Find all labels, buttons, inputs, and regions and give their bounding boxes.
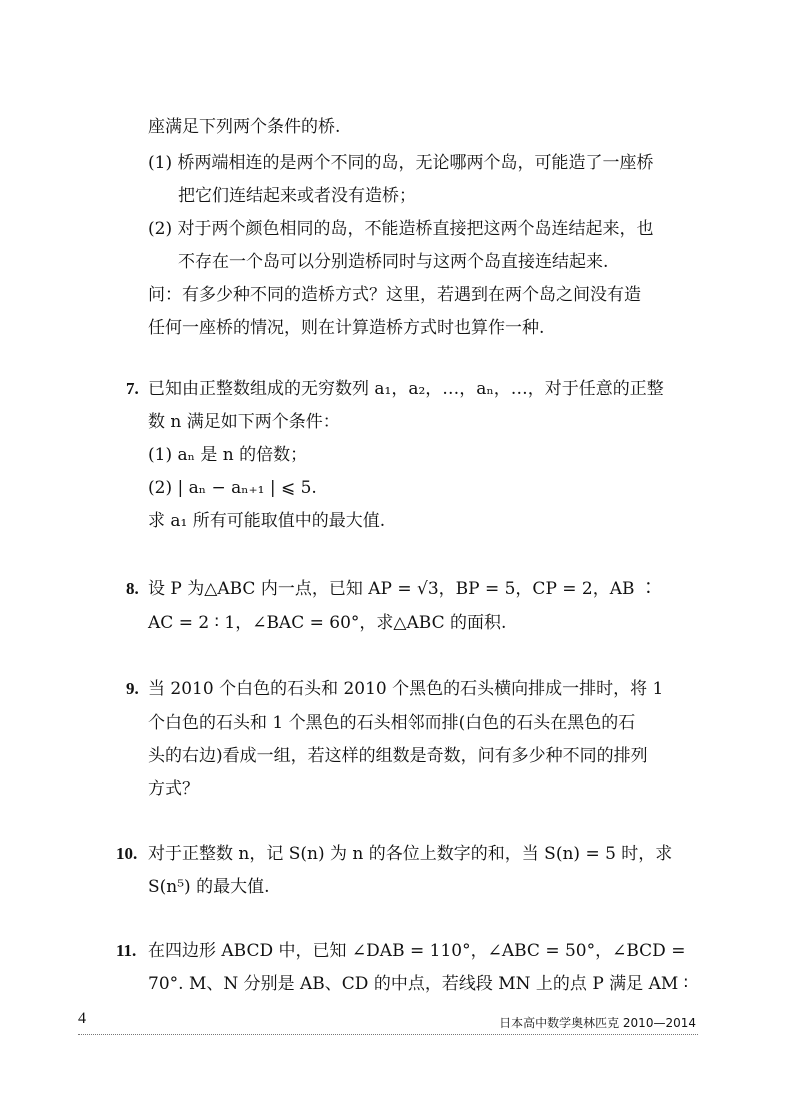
problem-number: 8.: [126, 579, 139, 598]
text-line: 头的右边)看成一组，若这样的组数是奇数，问有多少种不同的排列: [148, 746, 648, 766]
running-footer-title: 日本高中数学奥林匹克 2010—2014: [499, 1016, 696, 1030]
page-number: 4: [78, 1010, 86, 1027]
text-line: 个白色的石头和 1 个黑色的石头相邻而排(白色的石头在黑色的石: [148, 713, 636, 733]
problem-number: 10.: [116, 844, 138, 863]
text-line: 已知由正整数组成的无穷数列 a₁，a₂，…，aₙ，…，对于任意的正整: [148, 379, 664, 399]
text-line: (2) 对于两个颜色相同的岛，不能造桥直接把这两个岛连结起来，也: [148, 219, 654, 239]
text-line: 设 P 为△ABC 内一点，已知 AP = √3，BP = 5，CP = 2，AB ∶: [148, 579, 657, 599]
text-line: (2) | aₙ − aₙ₊₁ | ⩽ 5.: [148, 478, 317, 498]
text-line: 把它们连结起来或者没有造桥；: [178, 186, 416, 206]
problem-number: 9.: [126, 679, 139, 698]
text-line: 对于正整数 n，记 S(n) 为 n 的各位上数字的和，当 S(n) = 5 时，求: [148, 844, 673, 864]
text-line: 任何一座桥的情况，则在计算造桥方式时也算作一种.: [148, 318, 545, 338]
text-line: (1) aₙ 是 n 的倍数；: [148, 445, 308, 465]
text-line: 在四边形 ABCD 中，已知 ∠DAB = 110°，∠ABC = 50°，∠BCD =: [148, 941, 686, 961]
text-line: (1) 桥两端相连的是两个不同的岛，无论哪两个岛，可能造了一座桥: [148, 153, 654, 173]
problem-number: 11.: [116, 941, 137, 960]
text-line: 问：有多少种不同的造桥方式？这里，若遇到在两个岛之间没有造: [148, 285, 641, 305]
text-line: 求 a₁ 所有可能取值中的最大值.: [148, 511, 386, 531]
text-line: 70°. M、N 分别是 AB、CD 的中点，若线段 MN 上的点 P 满足 AM ∶: [148, 974, 689, 994]
text-line: 座满足下列两个条件的桥.: [148, 117, 341, 137]
text-line: 当 2010 个白色的石头和 2010 个黑色的石头横向排成一排时，将 1: [148, 679, 664, 699]
text-line: S(n⁵) 的最大值.: [148, 877, 270, 897]
text-line: AC = 2 ∶ 1，∠BAC = 60°，求△ABC 的面积.: [148, 613, 507, 633]
footer-dotted-rule: [78, 1034, 698, 1035]
problem-number: 7.: [126, 379, 139, 398]
text-line: 方式？: [148, 779, 199, 799]
text-line: 数 n 满足如下两个条件：: [148, 412, 340, 432]
text-line: 不存在一个岛可以分别造桥同时与这两个岛直接连结起来.: [178, 252, 609, 272]
